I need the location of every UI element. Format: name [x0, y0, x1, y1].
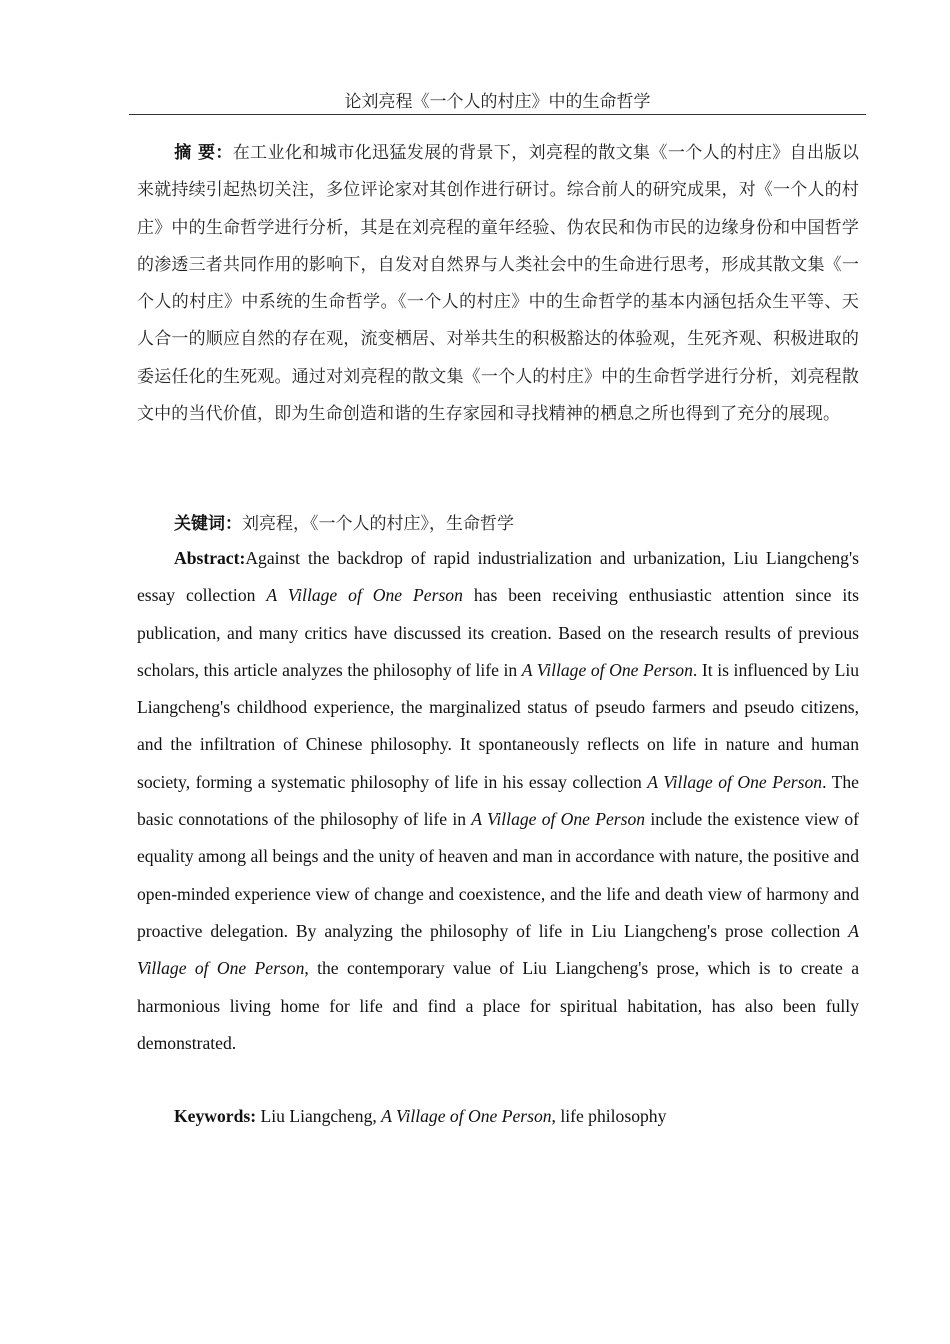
book-title: A Village of One Person: [471, 809, 646, 830]
header-divider: [129, 114, 866, 115]
book-title: A Village of One Person: [647, 771, 823, 792]
chinese-keywords-label: 关键词：: [174, 514, 242, 534]
english-keywords: [137, 1098, 859, 1135]
book-title: A Village of One Person: [137, 920, 859, 979]
english-keywords-label: Keywords:: [174, 1106, 257, 1126]
chinese-abstract: [137, 135, 859, 433]
running-header-title: 论刘亮程《一个人的村庄》中的生命哲学: [344, 92, 651, 112]
keywords-text: , life philosophy: [551, 1106, 667, 1126]
chinese-keywords: [137, 506, 859, 543]
chinese-keywords-text: 刘亮程，《一个人的村庄》，生命哲学: [242, 514, 514, 534]
abstract-text: . It is influenced by Liu Liangcheng's childhood experience, the marginalized status of pseudo farmers and pseudo citizens, and the infiltration of Chinese philosophy. It spontaneously reflects on life in nature and human society, forming a systematic philosophy of life in his essay collection: [137, 659, 860, 792]
abstract-text: . The basic connotations of the philosophy of life in: [137, 771, 859, 830]
abstract-text: , the contemporary value of Liu Liangcheng's prose, which is to create a harmonious living home for life and find a place for spiritual habitation, has also been fully demonstrated.: [137, 958, 860, 1053]
abstract-text: Against the backdrop of rapid industrialization and urbanization, Liu Liangcheng's essay collection: [137, 548, 859, 606]
chinese-abstract-text: 在工业化和城市化迅猛发展的背景下，刘亮程的散文集《一个人的村庄》自出版以来就持续引起热切关注，多位评论家对其创作进行研讨。综合前人的研究成果，对《一个人的村庄》中的生命哲学进行分析，其是在刘亮程的童年经验、伪农民和伪市民的边缘身份和中国哲学的渗透三者共同作用的影响下，自发对自然界与人类社会中的生命进行思考，形成其散文集《一个人的村庄》中系统的生命哲学。《一个人的村庄》中的生命哲学的基本内涵包括众生平等、天人合一的顺应自然的存在观，流变栖居、对举共生的积极豁达的体验观，生死齐观、积极进取的委运任化的生死观。通过对刘亮程的散文集《一个人的村庄》中的生命哲学进行分析，刘亮程散文中的当代价值，即为生命创造和谐的生存家园和寻找精神的栖息之所也得到了充分的展现。: [137, 143, 859, 425]
english-abstract: [137, 540, 859, 1062]
abstract-text: has been receiving enthusiastic attention since its publication, and many critics have discussed its creation. Based on the research results of previous scholars, this article analyzes the philosophy of life in: [137, 585, 859, 680]
english-abstract-label: Abstract:: [174, 548, 246, 568]
keywords-text: Liu Liangcheng,: [256, 1106, 382, 1126]
book-title: A Village of One Person: [521, 659, 693, 680]
chinese-abstract-label: 摘 要：: [174, 143, 233, 163]
book-title: A Village of One Person: [266, 585, 463, 606]
abstract-text: include the existence view of equality among all beings and the unity of heaven and man in accordance with nature, the positive and open-minded experience view of change and coexistence, and the life and death view of harmony and proactive delegation. By analyzing the philosophy of life in Liu Liangcheng's prose collection: [137, 809, 859, 941]
book-title: A Village of One Person: [381, 1106, 552, 1126]
